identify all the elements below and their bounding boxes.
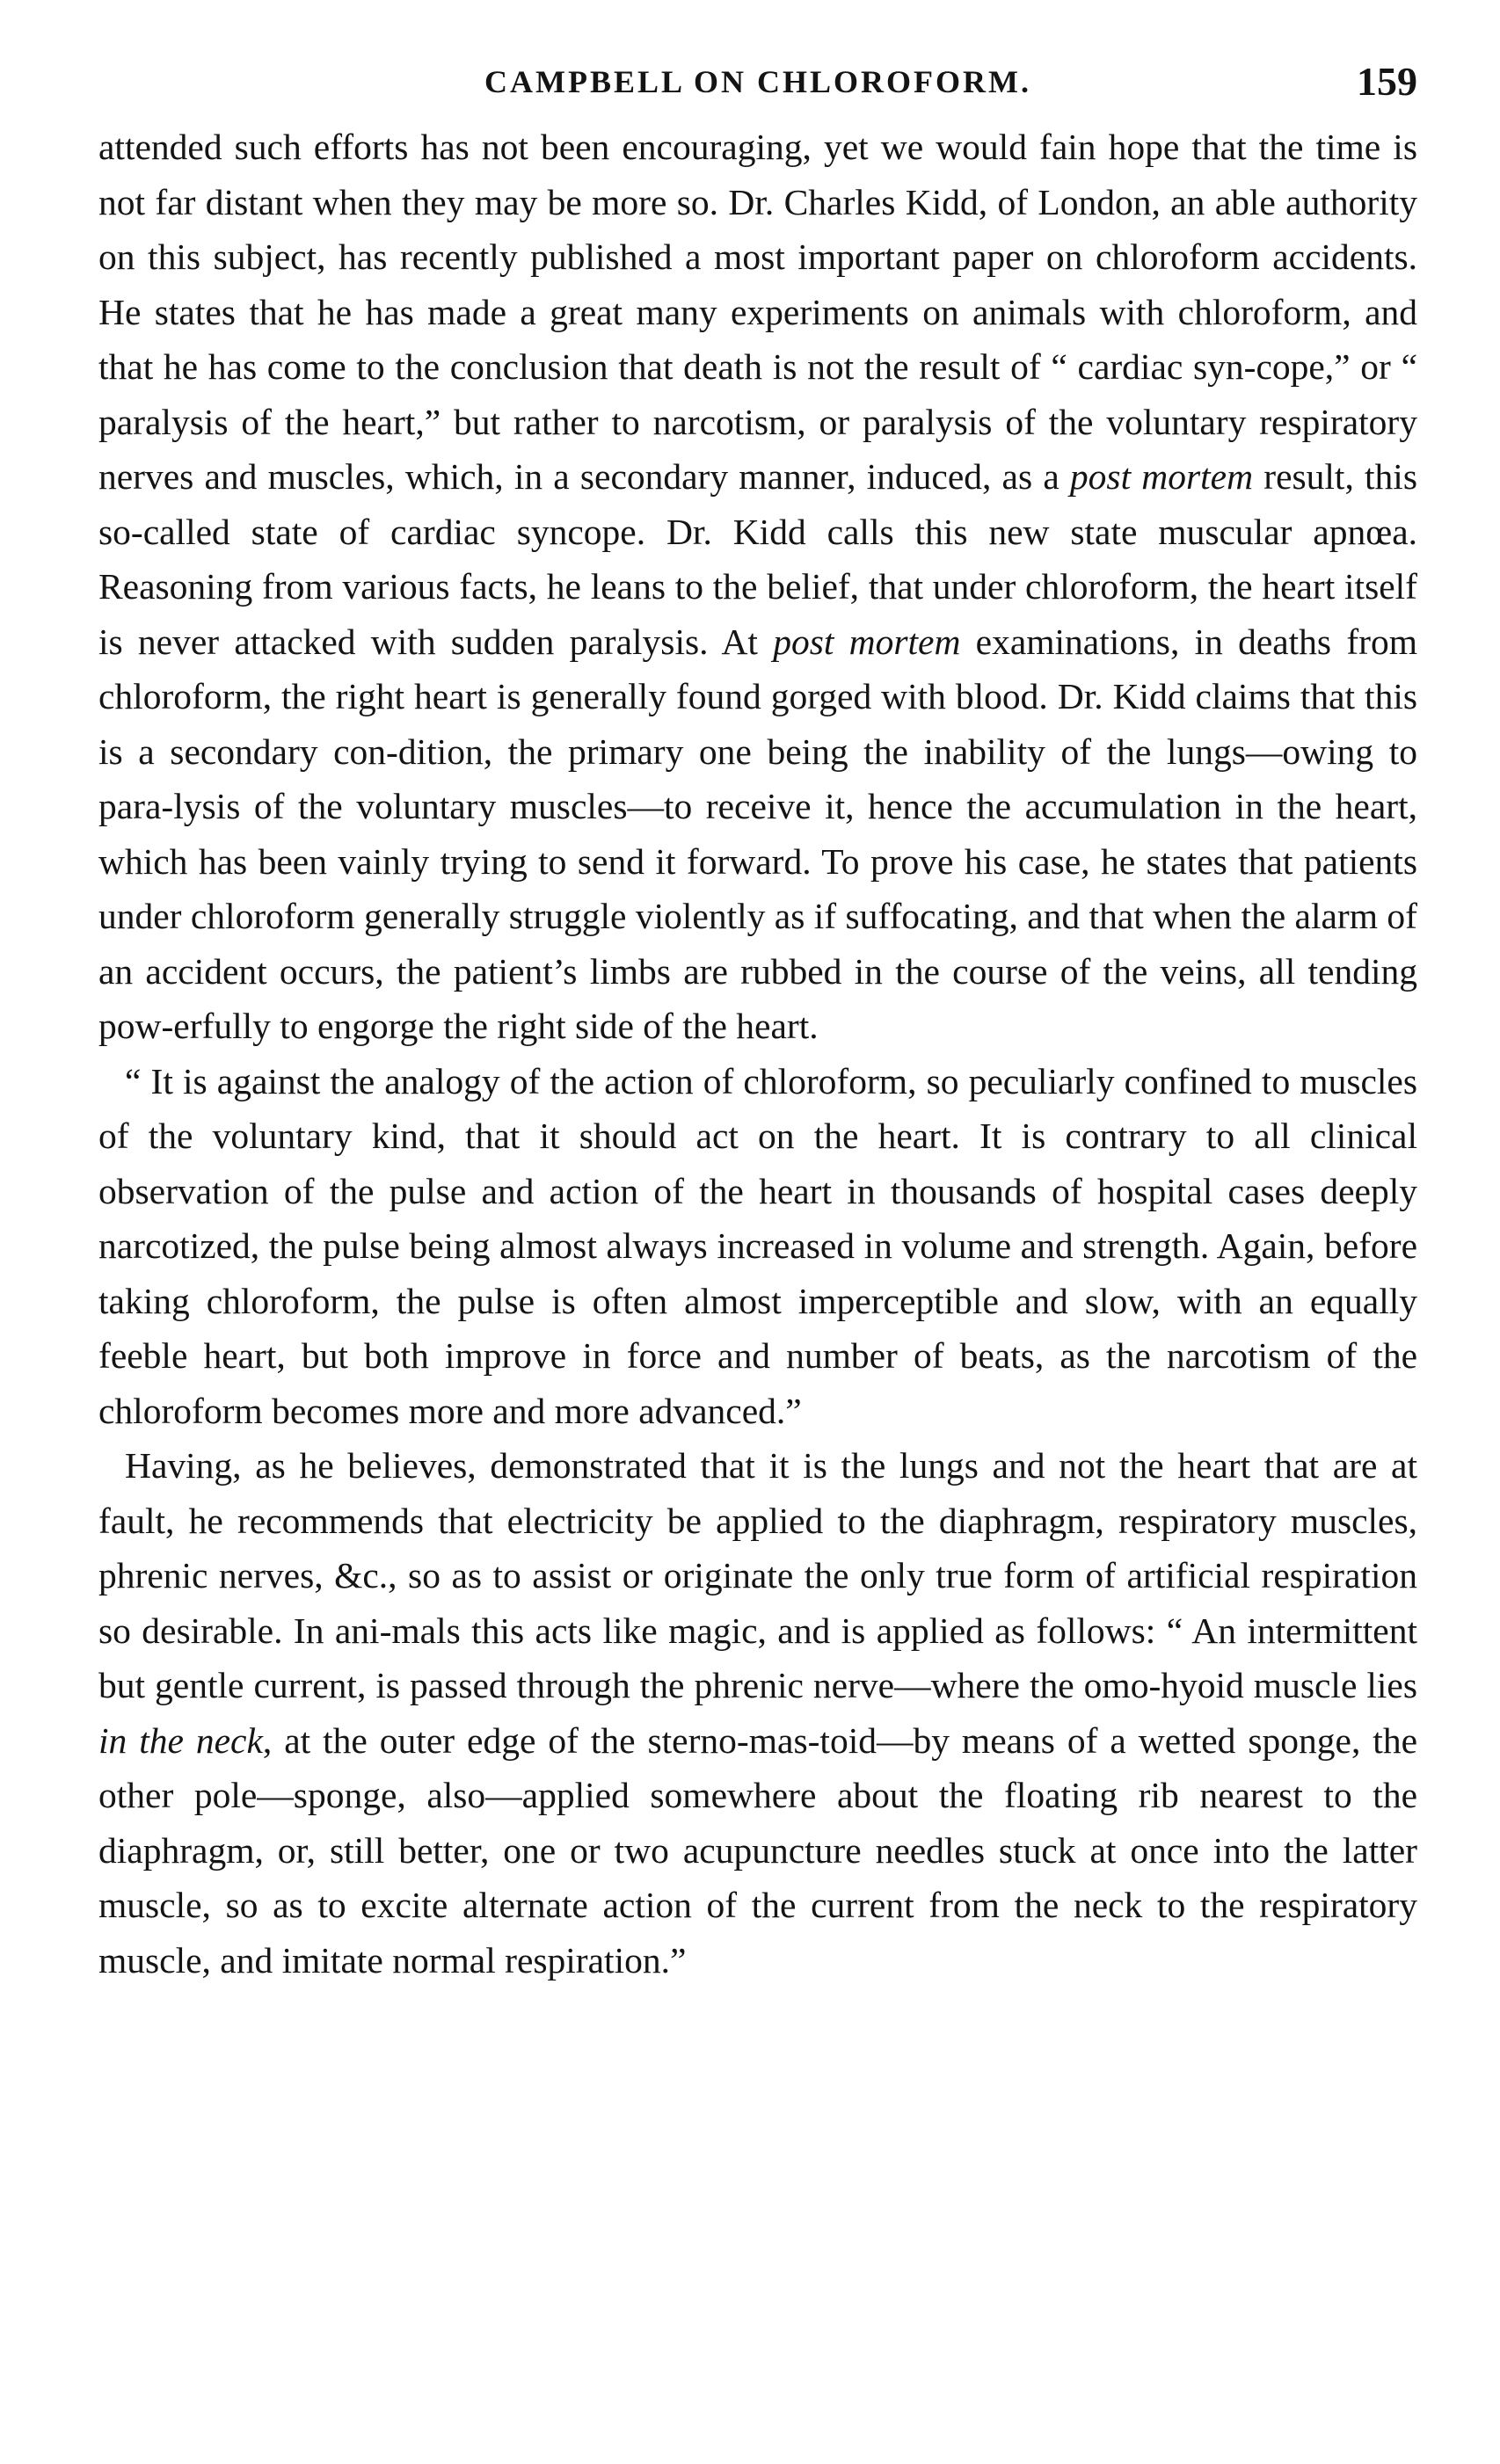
body-text bbox=[98, 120, 1417, 1988]
italic-in-the-neck: in the neck bbox=[98, 1719, 263, 1761]
italic-post-mortem: post mortem bbox=[1069, 456, 1254, 497]
paragraph-3 bbox=[98, 1438, 1417, 1988]
paragraph-1-text-cont: result, this so-called state of cardiac syncope. Dr. Kidd calls this new state muscular apnœa. Reasoning from various facts, he leans to the belief, that under chloroform, the heart itself is never attacked with sudden paralysis. At bbox=[98, 456, 1417, 662]
paragraph-1-text: attended such efforts has not been encouraging, yet we would fain hope that the time is not far distant when they may be more so. Dr. Charles Kidd, of London, an able authority on this subject, has recently published a most important paper on chloroform accidents. He states that he has made a great many experiments on animals with chloroform, and that he has come to the conclusion that death is not the result of “ cardiac syn-cope,” or “ paralysis of the heart,” but rather to narcotism, or paralysis of the voluntary respiratory nerves and muscles, which, in a secondary manner, induced, as a bbox=[98, 127, 1417, 497]
running-head: CAMPBELL ON CHLOROFORM. bbox=[484, 64, 1031, 99]
paragraph-2-quotation: “ It is against the analogy of the action of chloroform, so peculiarly confined to muscles of the voluntary kind, that it should act on the heart. It is contrary to all clinical observation of the pulse and action of the heart in thousands of hospital cases deeply narcotized, the pulse being almost always increased in volume and strength. Again, before taking chloroform, the pulse is often almost imperceptible and slow, with an equally feeble heart, but both improve in force and number of beats, as the narcotism of the chloroform becomes more and more advanced.” bbox=[98, 1060, 1417, 1431]
paragraph-3-text: Having, as he believes, demonstrated that it is the lungs and not the heart that are at fault, he recommends that electricity be applied to the diaphragm, respiratory muscles, phrenic nerves, &c., so as to assist or originate the only true form of artificial respiration so desirable. In ani-mals this acts like magic, and is applied as follows: “ An intermittent but gentle current, is passed through the phrenic nerve—where the omo-hyoid muscle lies bbox=[98, 1445, 1417, 1705]
page-number: 159 bbox=[1357, 59, 1417, 104]
paragraph-1 bbox=[98, 120, 1417, 1054]
italic-post-mortem-2: post mortem bbox=[773, 621, 961, 662]
paragraph-3-text-end: , at the outer edge of the sterno-mas-toid—by means of a wetted sponge, the other pole—sponge, also—applied somewhere about the floating rib nearest to the diaphragm, or, still better, one or two acupuncture needles stuck at once into the latter muscle, so as to excite alternate action of the current from the neck to the respiratory muscle, and imitate normal respiration.” bbox=[98, 1719, 1417, 1981]
paragraph-1-text-end: examinations, in deaths from chloroform, the right heart is generally found gorged with blood. Dr. Kidd claims that this is a secondary con-dition, the primary one being the inability of the lungs—owing to para-lysis of the voluntary muscles—to receive it, hence the accumulation in the heart, which has been vainly trying to send it forward. To prove his case, he states that patients under chloroform generally struggle violently as if suffocating, and that when the alarm of an accident occurs, the patient’s limbs are rubbed in the course of the veins, all tending pow-erfully to engorge the right side of the heart. bbox=[98, 621, 1417, 1046]
page-header bbox=[98, 55, 1417, 120]
book-page bbox=[98, 55, 1417, 2428]
